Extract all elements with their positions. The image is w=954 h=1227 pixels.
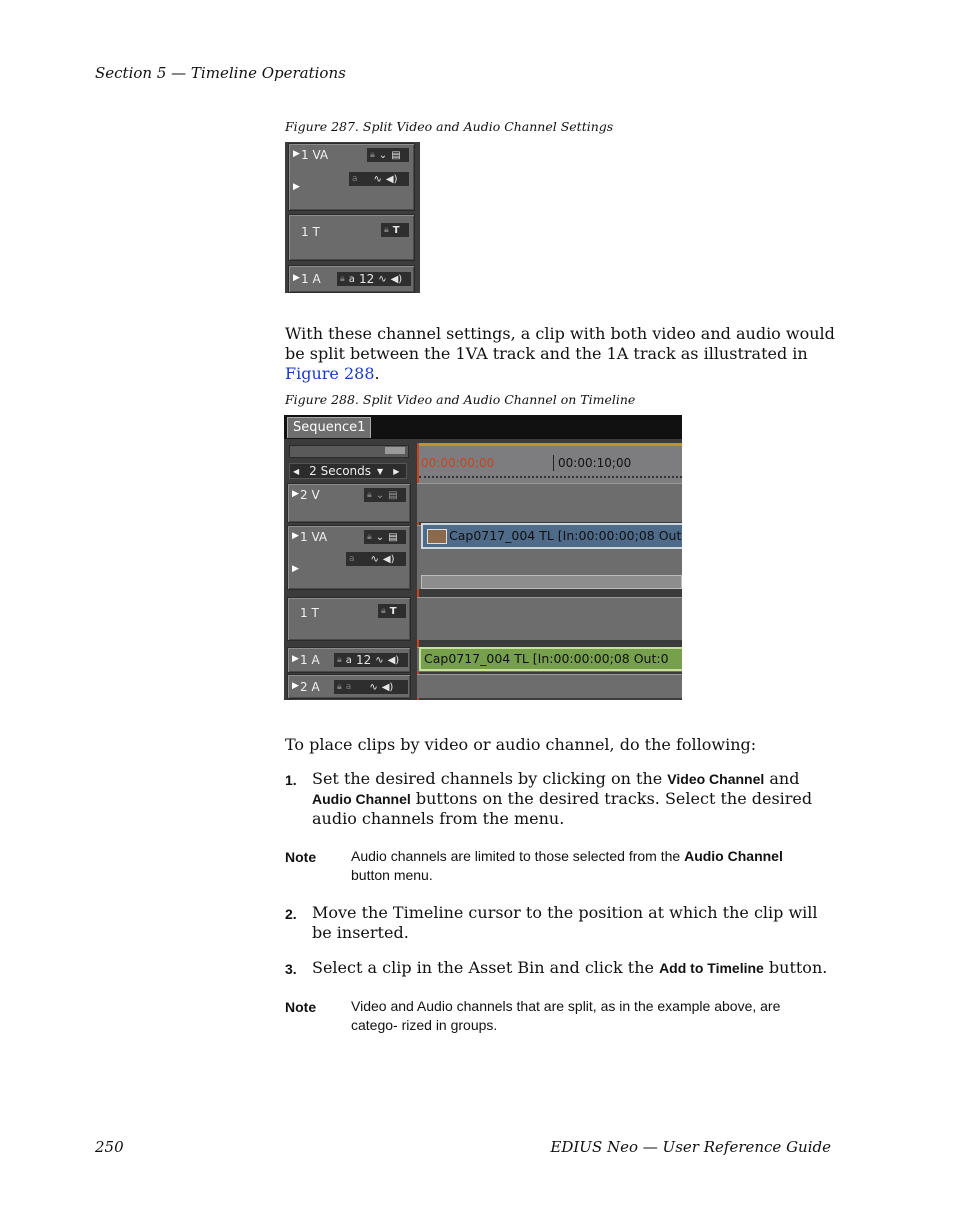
note-2-text: Video and Audio channels that are split, as in the example above, are catego- rized in groups. — [351, 998, 781, 1033]
expand-arrow-icon[interactable]: ▶ — [293, 149, 300, 159]
note-1-text — [351, 847, 821, 885]
audio-channel-number[interactable]: 12 — [355, 653, 372, 667]
speaker-icon[interactable]: ◀) — [381, 681, 394, 693]
clip-thumbnail-icon — [427, 529, 447, 544]
speaker-icon[interactable]: ◀) — [385, 173, 398, 185]
lock-icon[interactable]: 🔒︎ — [367, 490, 372, 500]
waveform-icon[interactable]: ∿ — [373, 173, 382, 185]
lock-icon[interactable]: 🔒︎ — [367, 532, 372, 542]
expand-arrow-icon[interactable]: ▶ — [292, 489, 299, 499]
timescale-selector[interactable] — [289, 463, 407, 479]
lock-icon[interactable]: 🔒︎ — [384, 225, 389, 235]
sequence-tab[interactable]: Sequence1 — [287, 417, 371, 438]
step-1-number: 1. — [285, 772, 297, 788]
step-text: buttons on the desired tracks. Select the desired audio channels from the menu. — [312, 789, 813, 828]
track-name: 1 VA — [300, 530, 328, 544]
paragraph-end: . — [374, 364, 380, 383]
video-clip-audio-part[interactable] — [421, 575, 682, 589]
track-1va[interactable] — [288, 143, 415, 211]
audio-channel-indicator-icon: a — [348, 273, 355, 285]
visibility-icon[interactable]: ⌄ — [375, 531, 385, 543]
visibility-icon[interactable]: ⌄ — [378, 149, 388, 161]
ui-term-audio-channel: Audio Channel — [684, 848, 783, 864]
audio-channel-indicator-icon: a — [345, 682, 352, 692]
paragraph-text: With these channel settings, a clip with both video and audio would be split between the 1VA track and the 1A track as illustrated in — [285, 324, 835, 363]
film-icon[interactable]: ▤ — [388, 489, 398, 501]
waveform-icon[interactable]: ∿ — [370, 553, 379, 565]
figure-287-track-panel — [285, 142, 420, 293]
visibility-icon[interactable]: ⌄ — [375, 489, 385, 501]
speaker-icon[interactable]: ◀) — [382, 553, 395, 565]
track-name: 1 A — [301, 272, 321, 286]
ui-term-audio-channel: Audio Channel — [312, 791, 411, 807]
figure-288-caption: Figure 288. Split Video and Audio Channel on Timeline — [285, 392, 636, 407]
note-text: Audio channels are limited to those selected from the — [351, 848, 685, 864]
timeline-row-2v[interactable] — [417, 483, 682, 522]
step-2-text: Move the Timeline cursor to the position at which the clip will be inserted. — [312, 903, 818, 942]
title-track-controls[interactable] — [378, 604, 406, 618]
video-channel-controls[interactable] — [364, 530, 406, 544]
step-text: Select a clip in the Asset Bin and click the — [312, 958, 660, 977]
audio-channel-indicator-icon: a — [345, 654, 352, 666]
step-2-number: 2. — [285, 906, 297, 922]
lock-icon[interactable]: a — [349, 554, 355, 564]
track-name: 1 VA — [301, 148, 329, 162]
ruler-tick — [553, 455, 554, 471]
track-name: 1 T — [301, 225, 320, 239]
video-channel-controls[interactable] — [364, 488, 406, 502]
timecode-mark: 00:00:10;00 — [558, 456, 632, 470]
film-icon[interactable]: ▤ — [388, 531, 398, 543]
audio-channel-controls[interactable] — [334, 653, 408, 667]
track-2a[interactable] — [287, 674, 411, 699]
ruler-ticks — [419, 476, 682, 478]
page-number: 250 — [95, 1138, 124, 1156]
title-track-controls[interactable] — [381, 223, 409, 237]
paragraph-split-explanation — [285, 324, 835, 384]
scale-right-arrow-icon[interactable]: ▶ — [393, 466, 400, 476]
video-channel-controls[interactable] — [367, 148, 409, 162]
lock-icon[interactable]: 🔒︎ — [337, 682, 342, 692]
expand-arrow-icon[interactable]: ▶ — [293, 273, 300, 283]
expand-arrow-icon[interactable]: ▶ — [292, 564, 299, 574]
figure-288-timeline — [284, 415, 682, 700]
audio-channel-controls[interactable] — [346, 552, 406, 566]
figure-287-caption: Figure 287. Split Video and Audio Channel Settings — [285, 119, 614, 134]
step-text: Set the desired channels by clicking on the — [312, 769, 668, 788]
track-1t[interactable] — [287, 597, 411, 641]
expand-arrow-icon[interactable]: ▶ — [292, 681, 299, 691]
track-2v[interactable] — [287, 483, 411, 523]
expand-arrow-icon[interactable]: ▶ — [293, 182, 300, 192]
audio-channel-controls[interactable] — [337, 272, 411, 286]
speaker-icon[interactable]: ◀) — [387, 654, 400, 666]
step-text: button. — [763, 958, 828, 977]
lock-icon[interactable]: 🔒︎ — [340, 274, 345, 284]
intro-text: To place clips by video or audio channel, do the following: — [285, 735, 757, 754]
section-header: Section 5 — Timeline Operations — [95, 64, 346, 82]
scale-left-arrow-icon[interactable]: ◀ — [293, 466, 300, 476]
track-1a[interactable] — [287, 647, 411, 673]
track-name: 2 A — [300, 680, 320, 694]
video-clip-label: Cap0717_004 TL [In:00:00:00;08 Out — [449, 528, 682, 543]
dropdown-arrow-icon[interactable]: ▼ — [377, 466, 384, 476]
video-clip[interactable] — [421, 523, 682, 549]
timecode-start: 00:00:00;00 — [421, 456, 495, 470]
figure-288-link[interactable]: Figure 288 — [285, 364, 375, 383]
timescale-value: 2 Seconds — [309, 464, 372, 478]
waveform-icon[interactable]: ∿ — [378, 273, 387, 285]
audio-clip[interactable]: Cap0717_004 TL [In:00:00:00;08 Out:0 — [419, 647, 682, 671]
track-name: 1 T — [300, 606, 319, 620]
track-name: 1 A — [300, 653, 320, 667]
step-3-text — [312, 958, 837, 978]
speaker-icon[interactable]: ◀) — [390, 273, 403, 285]
audio-channel-number[interactable]: 12 — [358, 272, 375, 286]
track-1a[interactable] — [288, 265, 415, 293]
step-3-number: 3. — [285, 961, 297, 977]
ui-term-add-to-timeline: Add to Timeline — [659, 960, 764, 976]
waveform-icon[interactable]: ∿ — [375, 654, 384, 666]
title-icon: T — [392, 224, 400, 236]
film-icon[interactable]: ▤ — [391, 149, 401, 161]
timeline-row-2a[interactable] — [417, 674, 682, 698]
track-1va[interactable] — [287, 525, 411, 590]
step-text: and — [764, 769, 800, 788]
track-name: 2 V — [300, 488, 320, 502]
title-icon: T — [389, 605, 397, 617]
expand-arrow-icon[interactable]: ▶ — [292, 654, 299, 664]
expand-arrow-icon[interactable]: ▶ — [292, 531, 299, 541]
note-text: button menu. — [351, 867, 433, 883]
lock-icon[interactable]: 🔒︎ — [337, 655, 342, 665]
lock-icon[interactable]: 🔒︎ — [370, 150, 375, 160]
audio-channel-controls[interactable] — [349, 172, 409, 186]
track-1t[interactable] — [288, 214, 415, 261]
note-2-label: Note — [285, 999, 317, 1015]
note-1-label: Note — [285, 849, 317, 865]
lock-icon[interactable]: 🔒︎ — [381, 606, 386, 616]
timeline-ruler[interactable] — [417, 443, 682, 484]
waveform-icon[interactable]: ∿ — [369, 681, 378, 693]
timeline-row-1t[interactable] — [417, 597, 682, 640]
lock-icon[interactable]: a — [352, 174, 358, 184]
step-1-text — [312, 769, 837, 829]
ui-term-video-channel: Video Channel — [667, 771, 765, 787]
zoom-slider-handle[interactable] — [385, 447, 405, 454]
audio-channel-controls[interactable] — [334, 680, 408, 694]
footer-title: EDIUS Neo — User Reference Guide — [550, 1138, 831, 1156]
zoom-slider[interactable] — [289, 445, 409, 458]
